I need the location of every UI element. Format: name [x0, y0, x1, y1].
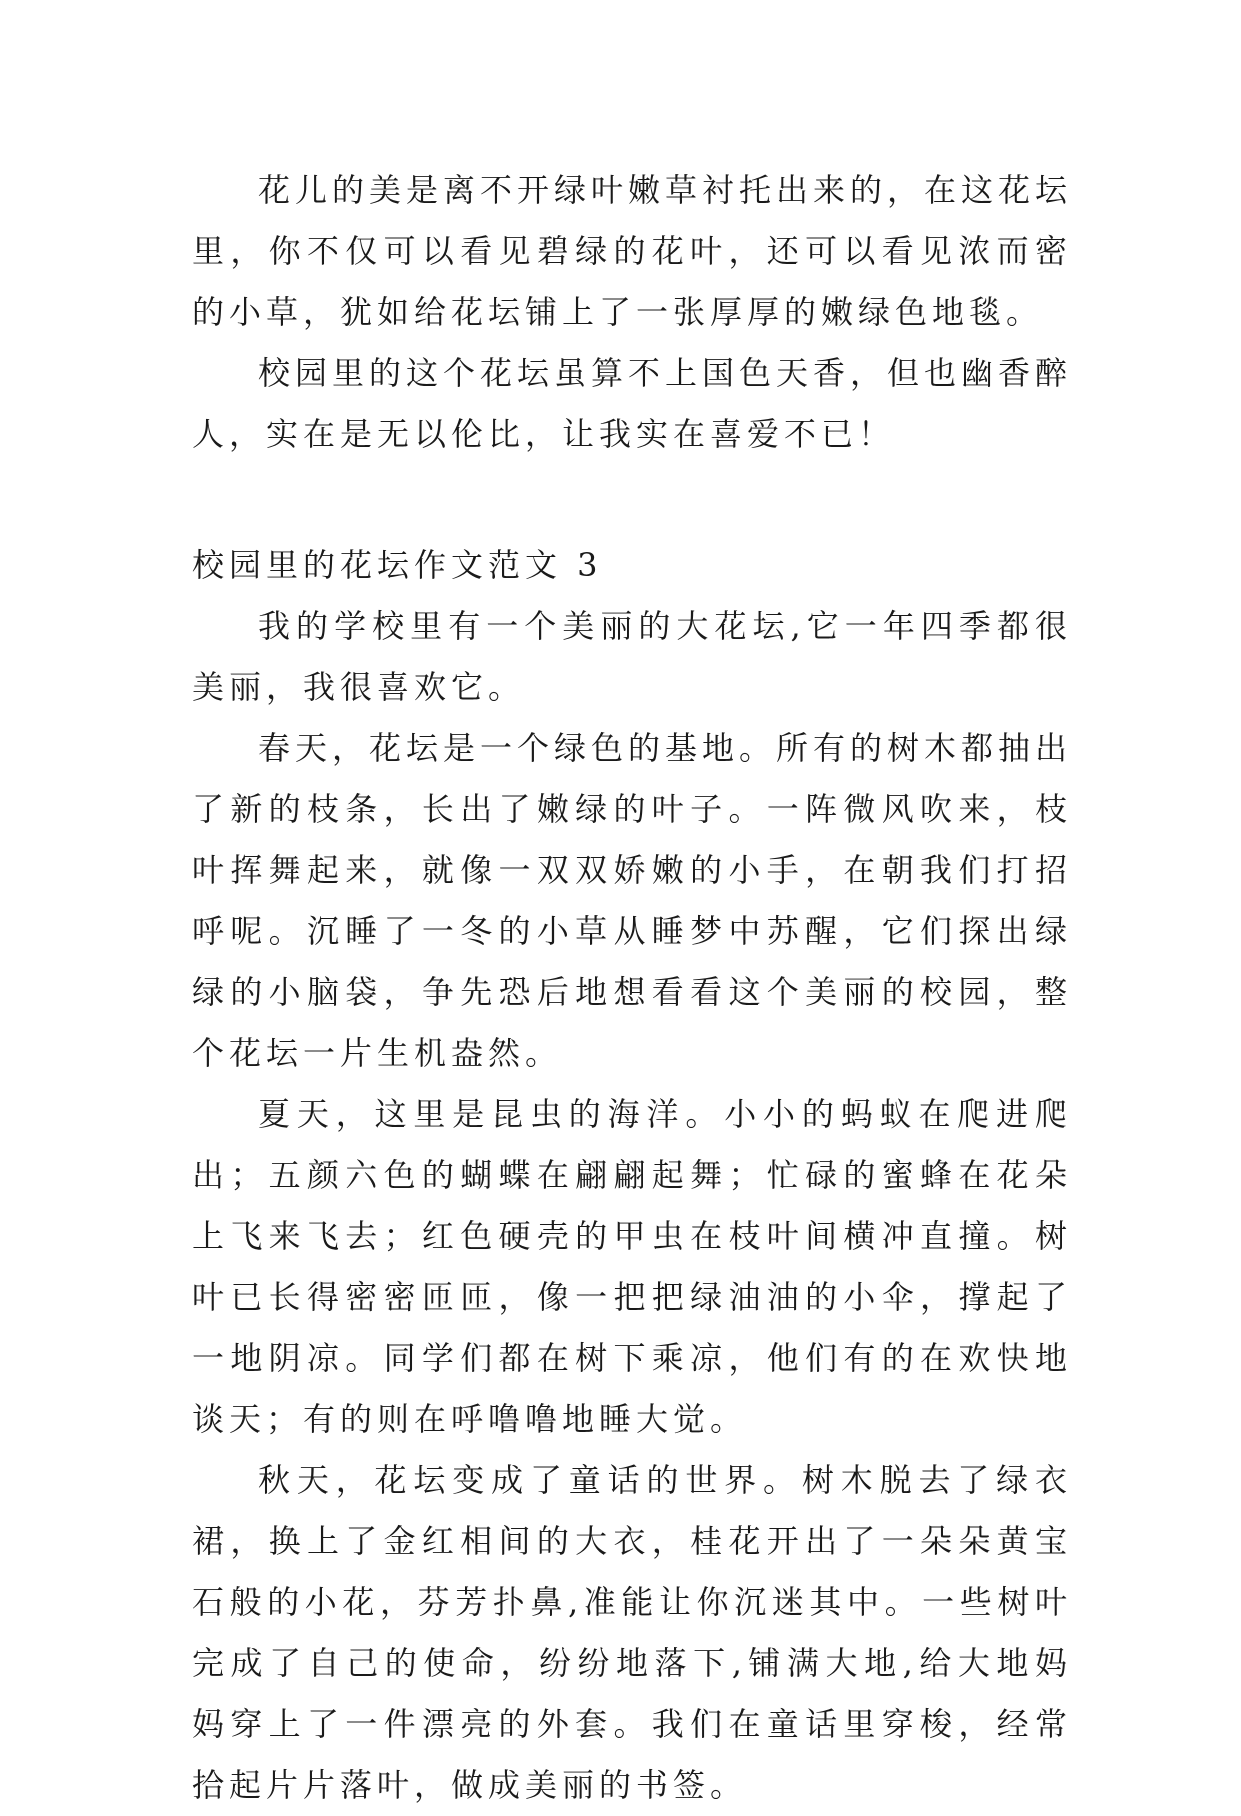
paragraph-spring: 春天，花坛是一个绿色的基地。所有的树木都抽出了新的枝条，长出了嫩绿的叶子。一阵微风吹来，枝叶挥舞起来，就像一双双娇嫩的小手，在朝我们打招呼呢。沉睡了一冬的小草从睡梦中苏醒，它们探出绿绿的小脑袋，争先恐后地想看看这个美丽的校园，整个花坛一片生机盎然。 [192, 729, 1073, 1072]
paragraph-summer: 夏天，这里是昆虫的海洋。小小的蚂蚁在爬进爬出；五颜六色的蝴蝶在翩翩起舞；忙碌的蜜蜂在花朵上飞来飞去；红色硬壳的甲虫在枝叶间横冲直撞。树叶已长得密密匝匝，像一把把绿油油的小伞，撑起了一地阴凉。同学们都在树下乘凉，他们有的在欢快地谈天；有的则在呼噜噜地睡大觉。 [192, 1095, 1072, 1438]
paragraph-intro: 我的学校里有一个美丽的大花坛,它一年四季都很美丽，我很喜欢它。 [192, 607, 1072, 706]
paragraph-fragrance: 校园里的这个花坛虽算不上国色天香，但也幽香醉人，实在是无以伦比，让我实在喜爱不已！ [192, 354, 1073, 453]
document-body [192, 160, 1072, 1816]
paragraph-autumn: 秋天，花坛变成了童话的世界。树木脱去了绿衣裙，换上了金红相间的大衣，桂花开出了一朵朵黄宝石般的小花，芬芳扑鼻,准能让你沉迷其中。一些树叶完成了自己的使命，纷纷地落下,铺满大地,给大地妈妈穿上了一件漂亮的外套。我们在童话里穿梭，经常拾起片片落叶，做成美丽的书签。 [192, 1461, 1072, 1804]
section-title: 校园里的花坛作文范文 3 [192, 546, 603, 584]
paragraph-flowers-and-grass: 花儿的美是离不开绿叶嫩草衬托出来的，在这花坛里，你不仅可以看见碧绿的花叶，还可以看见浓而密的小草，犹如给花坛铺上了一张厚厚的嫩绿色地毯。 [192, 171, 1073, 331]
